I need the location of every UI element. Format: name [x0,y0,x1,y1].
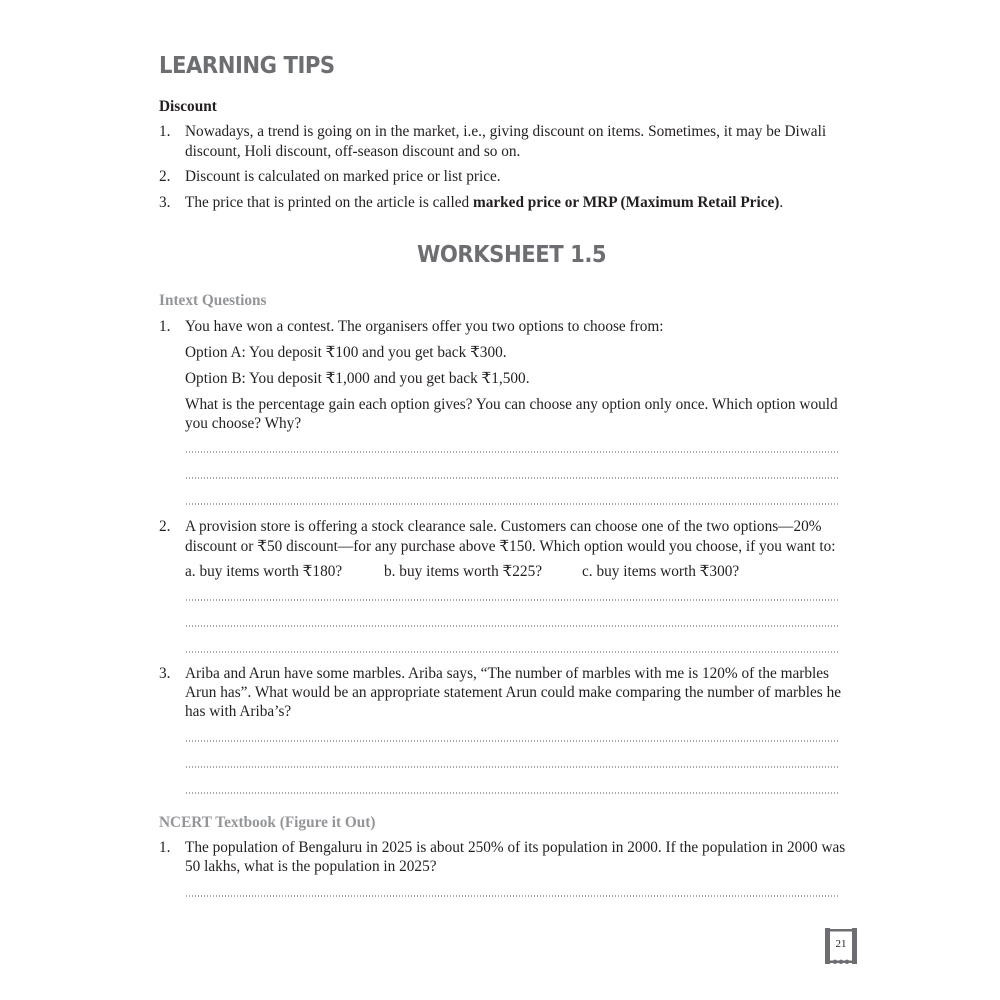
worksheet-heading: WORKSHEET 1.5 [417,242,607,268]
tip-number: 2. [159,168,171,185]
answer-line[interactable] [185,451,840,453]
discount-subheading: Discount [159,98,217,115]
question-number: 1. [159,839,171,856]
question-text: The population of Bengaluru in 2025 is about 250% of its population in 2000. If the population in 2000 was [185,839,846,856]
page-number: 21 [835,938,847,950]
tip-text-bold: marked price or MRP (Maximum Retail Price) [472,194,780,211]
answer-line[interactable] [185,625,840,627]
part-b-text: b. buy items worth ₹225? [384,563,543,580]
question-number: 3. [159,665,171,682]
question-text: you choose? Why? [185,415,302,432]
tip-text: discount, Holi discount, off-season discount and so on. [185,143,521,160]
part-c-text: c. buy items worth ₹300? [582,563,740,580]
part-a-text: a. buy items worth ₹180? [185,563,343,580]
answer-line[interactable] [185,895,840,897]
answer-line[interactable] [185,651,840,653]
answer-line[interactable] [185,503,840,505]
tip-text: Nowadays, a trend is going on in the market, i.e., giving discount on items. Sometimes, it may be Diwali [185,123,827,140]
question-text: Arun has”. What would be an appropriate statement Arun could make comparing the number of marbles he [185,684,842,701]
tip-number: 3. [159,194,171,211]
question-text: 50 lakhs, what is the population in 2025? [185,858,437,875]
answer-line[interactable] [185,477,840,479]
question-number: 2. [159,518,171,535]
question-text: What is the percentage gain each option gives? You can choose any option only once. Which option would [185,396,838,413]
answer-line[interactable] [185,766,840,768]
question-text: discount or ₹50 discount—for any purchase above ₹150. Which option would you choose, if you want to: [185,538,836,555]
tip-text-pre: The price that is printed on the article is called [185,194,473,211]
option-b-text: Option B: You deposit ₹1,000 and you get back ₹1,500. [185,370,530,387]
page-number-badge [823,926,859,966]
tip-text: Discount is calculated on marked price or list price. [185,168,501,185]
answer-line[interactable] [185,792,840,794]
answer-line[interactable] [185,599,840,601]
answer-line[interactable] [185,740,840,742]
question-text: has with Ariba’s? [185,703,292,720]
question-text: A provision store is offering a stock clearance sale. Customers can choose one of the two options—20% [185,518,822,535]
question-text: You have won a contest. The organisers offer you two options to choose from: [185,318,664,335]
tip-number: 1. [159,123,171,140]
question-number: 1. [159,318,171,335]
tip-text [185,193,783,213]
question-text: Ariba and Arun have some marbles. Ariba says, “The number of marbles with me is 120% of the marbles [185,665,829,682]
intext-questions-heading: Intext Questions [159,292,267,309]
learning-tips-heading: LEARNING TIPS [159,53,335,79]
tip-text-post: . [779,194,784,211]
option-a-text: Option A: You deposit ₹100 and you get back ₹300. [185,344,507,361]
ncert-heading: NCERT Textbook (Figure it Out) [159,814,376,831]
